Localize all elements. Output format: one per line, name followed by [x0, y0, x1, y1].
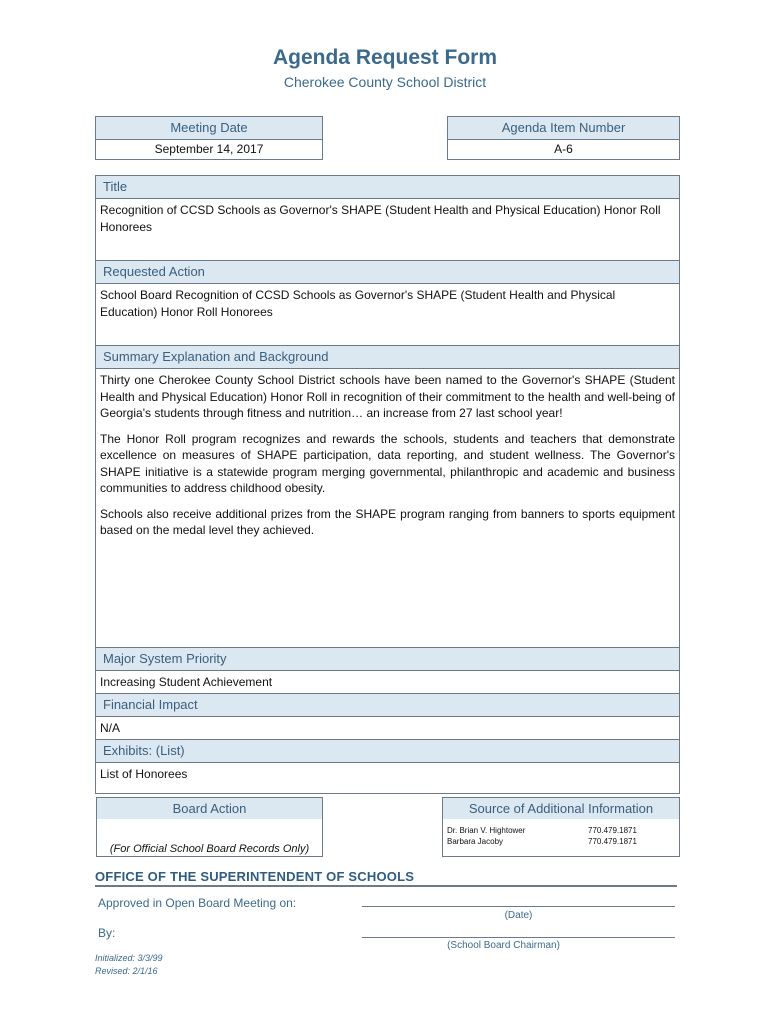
page-title: Agenda Request Form	[272, 46, 498, 69]
source-contact-name-1: Dr. Brian V. Hightower	[447, 826, 526, 835]
summary-text[interactable]	[95, 368, 680, 655]
source-contact-phone-1: 770.479.1871	[588, 826, 637, 835]
chairman-caption: (School Board Chairman)	[447, 940, 560, 951]
exhibits-text[interactable]: List of Honorees	[95, 762, 680, 794]
board-action-box	[96, 797, 323, 855]
summary-paragraph-2: The Honor Roll program recognizes and rewards the schools, students and teachers that demonstrate excellence on measures of SHAPE participation, data reporting, and student wellness. The Governor's SHAPE initiative is a statewide program merging governmental, philanthropic and academic and business communities to address childhood obesity.	[100, 431, 675, 495]
meeting-date-box	[95, 116, 323, 160]
title-text[interactable]: Recognition of CCSD Schools as Governor's SHAPE (Student Health and Physical Education) Honor Roll Honorees	[95, 198, 680, 269]
source-box	[442, 797, 680, 846]
page-subtitle: Cherokee County School District	[283, 74, 487, 90]
agenda-item-box	[447, 116, 680, 160]
priority-text[interactable]: Increasing Student Achievement	[95, 670, 680, 702]
board-action-note: (For Official School Board Records Only)	[109, 843, 310, 855]
summary-paragraph-3: Schools also receive additional prizes from the SHAPE program ranging from banners to sports equipment based on the medal level they achieved.	[100, 506, 675, 537]
date-line[interactable]	[362, 906, 675, 907]
chairman-line[interactable]	[362, 937, 675, 938]
requested-action-text[interactable]: School Board Recognition of CCSD Schools as Governor's SHAPE (Student Health and Physical Education) Honor Roll Honorees	[95, 283, 680, 354]
summary-section	[95, 345, 680, 655]
financial-label: Financial Impact	[95, 693, 680, 716]
revised-note: Revised: 2/1/16	[95, 966, 158, 976]
initialized-note: Initialized: 3/3/99	[95, 953, 163, 963]
source-label: Source of Additional Information	[442, 797, 680, 821]
agenda-item-label: Agenda Item Number	[447, 116, 680, 140]
summary-label: Summary Explanation and Background	[95, 345, 680, 368]
meeting-date-value[interactable]: September 14, 2017	[95, 140, 323, 160]
agenda-item-value[interactable]: A-6	[447, 140, 680, 160]
title-label: Title	[95, 175, 680, 198]
board-action-body[interactable]	[96, 819, 323, 857]
by-label: By:	[98, 926, 116, 940]
board-action-label: Board Action	[96, 797, 323, 821]
financial-text[interactable]: N/A	[95, 716, 680, 748]
source-body	[442, 819, 680, 857]
office-divider	[95, 885, 677, 887]
meeting-date-label: Meeting Date	[95, 116, 323, 140]
office-heading: OFFICE OF THE SUPERINTENDENT OF SCHOOLS	[95, 869, 415, 884]
source-contact-name-2: Barbara Jacoby	[447, 837, 504, 846]
title-section	[95, 175, 680, 269]
summary-paragraph-1: Thirty one Cherokee County School District schools have been named to the Governor's SHAPE (Student Health and Physical Education) Honor Roll in recognition of their commitment to the health and well-being of Georgia's students through fitness and nutrition… an increase from 27 last school year!	[100, 373, 675, 420]
exhibits-section	[95, 739, 680, 794]
source-contact-phone-2: 770.479.1871	[588, 837, 637, 846]
exhibits-label: Exhibits: (List)	[95, 739, 680, 762]
approved-label: Approved in Open Board Meeting on:	[98, 896, 297, 910]
requested-action-label: Requested Action	[95, 260, 680, 283]
priority-label: Major System Priority	[95, 647, 680, 670]
date-caption: (Date)	[504, 910, 533, 921]
requested-action-section	[95, 260, 680, 354]
